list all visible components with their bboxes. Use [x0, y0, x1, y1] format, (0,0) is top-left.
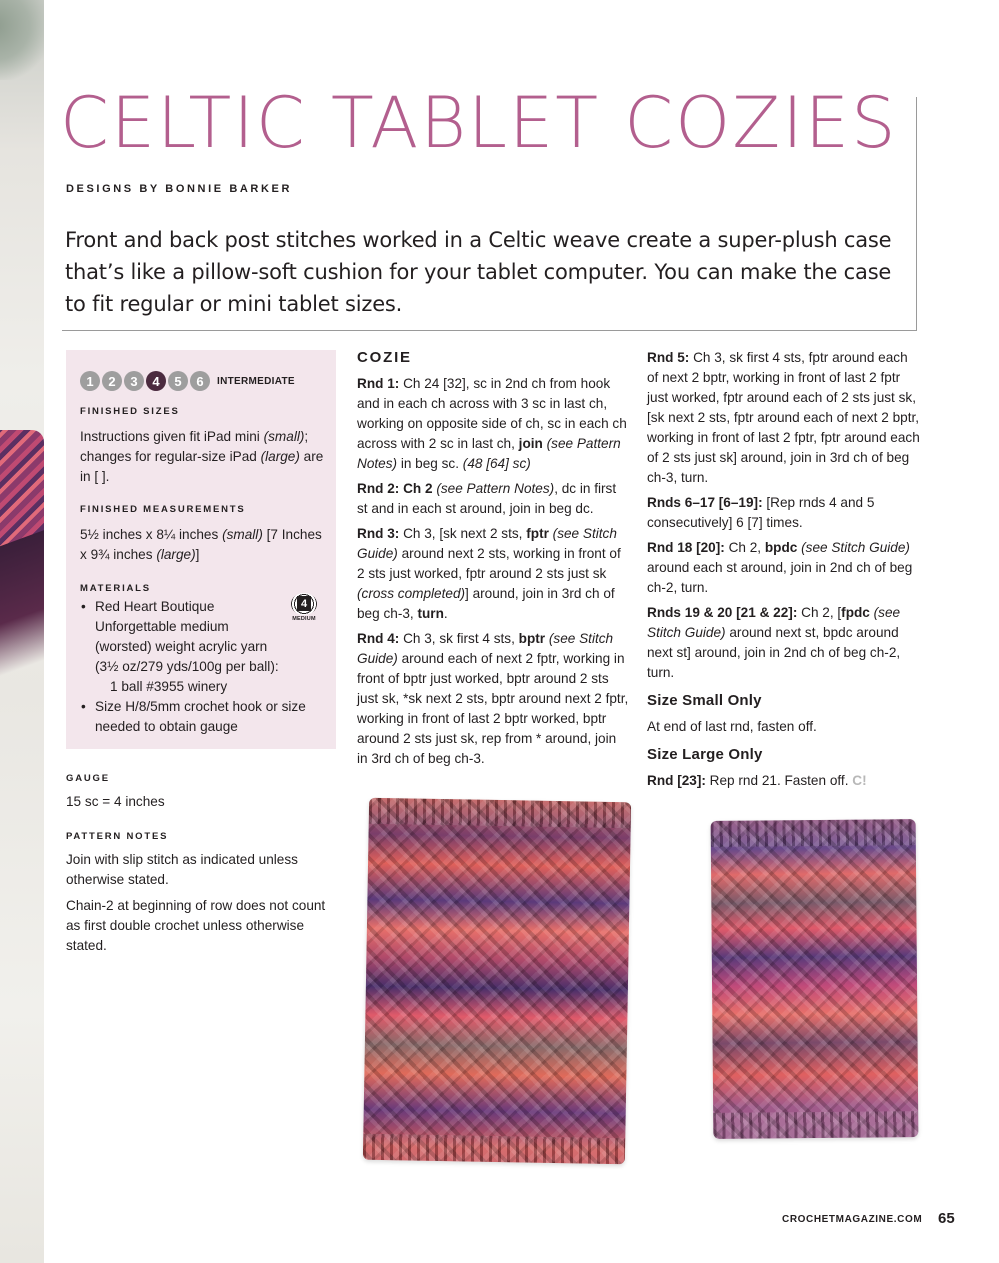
size-large-heading: Size Large Only — [647, 746, 763, 763]
large-cozy-photo — [363, 798, 631, 1165]
yarn-weight-label: MEDIUM — [292, 616, 316, 622]
small-cozy-photo — [711, 819, 919, 1139]
finished-sizes-text: Instructions given fit iPad mini (small); changes for regular-size iPad (large) are in [ ]. — [80, 429, 324, 484]
skill-dot-1: 1 — [80, 371, 100, 391]
title-frame-bottom-rule — [62, 330, 917, 331]
size-small-heading: Size Small Only — [647, 692, 762, 709]
instructions-column-2 — [647, 348, 922, 796]
skill-label: INTERMEDIATE — [217, 375, 295, 387]
skill-level — [80, 370, 322, 392]
cozie-heading: COZIE — [357, 349, 412, 366]
materials-item-yarn: • Red Heart Boutique Unforgettable medium (worsted) weight acrylic yarn (3½ oz/279 yds/100g per ball): — [80, 597, 285, 677]
end-mark: C! — [852, 773, 867, 788]
rnd-23: Rnd [23]: Rep rnd 21. Fasten off. C! — [647, 773, 867, 788]
rnd-2: Rnd 2: Ch 2 (see Pattern Notes), dc in first st and in each st around, join in beg dc. — [357, 481, 617, 516]
materials-list — [80, 597, 330, 737]
materials-item-yarn-sub: 1 ball #3955 winery — [110, 679, 228, 694]
pattern-notes-heading: PATTERN NOTES — [66, 831, 169, 842]
skill-dot-2: 2 — [102, 371, 122, 391]
materials-item-hook: • Size H/8/5mm crochet hook or size needed to obtain gauge — [80, 697, 330, 737]
rnds-6-17: Rnds 6–17 [6–19]: [Rep rnds 4 and 5 consecutively] 6 [7] times. — [647, 495, 875, 530]
pattern-note-1: Join with slip stitch as indicated unless otherwise stated. — [66, 852, 298, 887]
small-cozy-ribbed-bottom — [713, 1111, 918, 1139]
size-small-text: At end of last rnd, fasten off. — [647, 719, 817, 734]
gauge-heading: GAUGE — [66, 773, 110, 784]
instructions-column-1 — [357, 374, 629, 774]
large-cozy-ribbed-bottom — [363, 1134, 625, 1165]
dark-fabric-image — [0, 530, 44, 680]
page-number: 65 — [938, 1210, 955, 1227]
rnd-4: Rnd 4: Ch 3, sk first 4 sts, bptr (see Stitch Guide) around each of next 2 fptr, working in front of bptr just worked, bptr around 2 sts just sk, *sk next 2 sts, bptr around next 2 fptr, working in front of last 2 bptr worked, bptr around 2 sts just sk, rep from * around, join in 3rd ch of beg ch-3. — [357, 631, 629, 766]
byline: DESIGNS BY BONNIE BARKER — [66, 183, 292, 195]
footer-site: CROCHETMAGAZINE.COM — [782, 1214, 923, 1225]
intro-paragraph: Front and back post stitches worked in a Celtic weave create a super-plush case that’s like a pillow-soft cushion for your tablet computer. You can make the case to fit regular or mini tablet sizes. — [65, 228, 892, 316]
gauge-text: 15 sc = 4 inches — [66, 794, 165, 809]
rnds-19-20: Rnds 19 & 20 [21 & 22]: Ch 2, [fpdc (see Stitch Guide) around next st, bpdc around next st] around, join in 2nd ch of beg ch-2, turn. — [647, 605, 901, 680]
page-title: CELTIC TABLET COZIES — [60, 82, 898, 164]
pattern-note-2: Chain-2 at beginning of row does not count as first double crochet unless otherwise stated. — [66, 898, 326, 953]
rnd-3: Rnd 3: Ch 3, [sk next 2 sts, fptr (see Stitch Guide) around next 2 sts, working in front of 2 sts just worked, fptr around 2 sts just sk (cross completed)] around, join in 3rd ch of beg ch-3, turn. — [357, 526, 621, 621]
skill-dot-6: 6 — [190, 371, 210, 391]
skill-dot-4-active: 4 — [146, 371, 166, 391]
skill-dot-5: 5 — [168, 371, 188, 391]
title-frame-right-rule — [916, 97, 917, 331]
rnd-5: Rnd 5: Ch 3, sk first 4 sts, fptr around each of next 2 bptr, working in front of last 2 fptr just worked, fptr around each of 2 sts just sk, [sk next 2 sts, fptr around each of next 2 bptr, working in front of last 2 fptr, fptr around each of 2 sts just sk] around, join in 3rd ch of beg ch-3, turn. — [647, 350, 920, 485]
rnd-18: Rnd 18 [20]: Ch 2, bpdc (see Stitch Guide) around each st around, join in 2nd ch of beg ch-2, turn. — [647, 540, 913, 595]
rnd-1: Rnd 1: Ch 24 [32], sc in 2nd ch from hook and in each ch across with 3 sc in last ch, working on opposite side of ch, sc in each ch across with 2 sc in last ch, join (see Pattern Notes) in beg sc. (48 [64] sc) — [357, 376, 627, 471]
info-box — [66, 350, 336, 749]
skill-dot-3: 3 — [124, 371, 144, 391]
finished-measurements-heading: FINISHED MEASUREMENTS — [80, 504, 246, 515]
finished-sizes-heading: FINISHED SIZES — [80, 406, 180, 417]
materials-heading: MATERIALS — [80, 583, 151, 594]
small-cozy-weave — [711, 819, 919, 1139]
yarn-weight-number: 4 — [297, 596, 311, 611]
left-photo-strip — [0, 0, 44, 1263]
leaf-image — [0, 0, 44, 80]
large-cozy-weave — [363, 798, 631, 1165]
finished-measurements-text: 5½ inches x 8¼ inches (small) [7 Inches x 9¾ inches (large)] — [80, 527, 322, 562]
